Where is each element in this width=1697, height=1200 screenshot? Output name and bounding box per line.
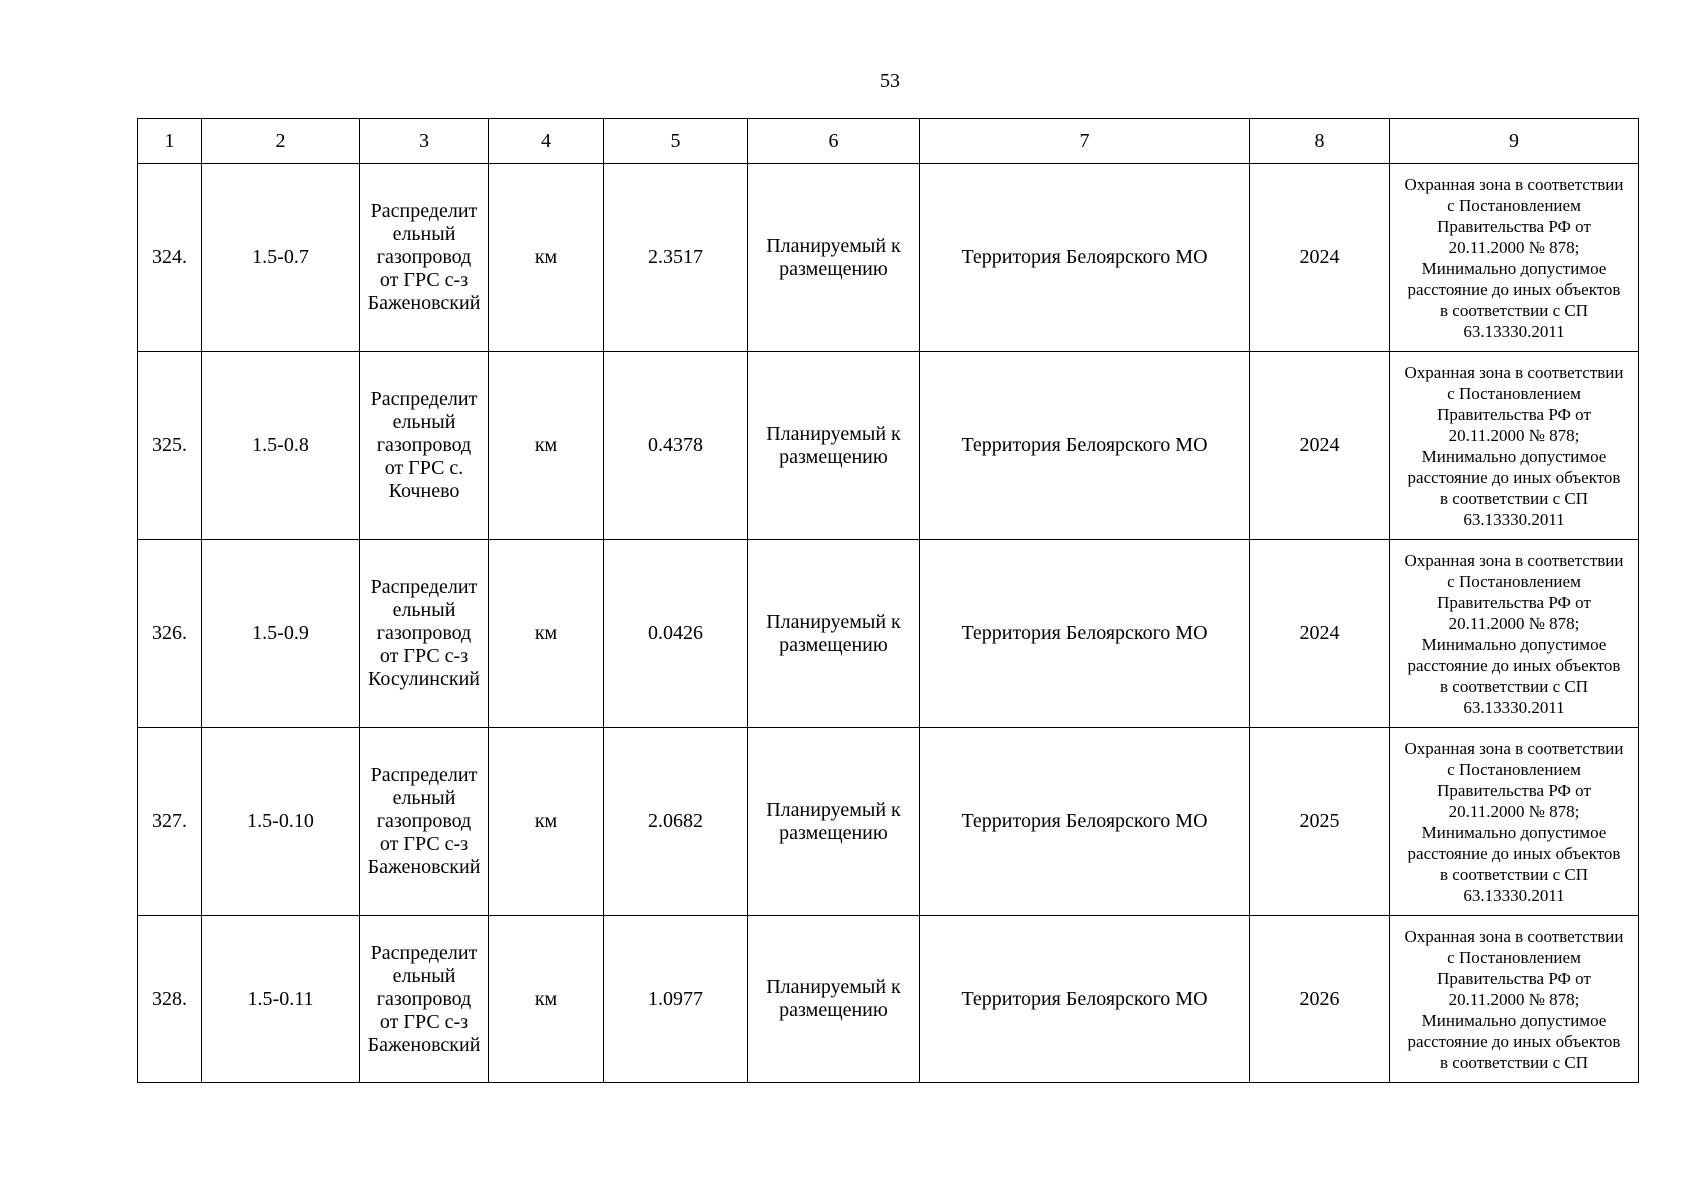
header-cell: 6 <box>748 119 920 164</box>
object-name: Распределит ельный газопровод от ГРС с-з Баженовский <box>367 764 481 878</box>
table-row <box>138 916 1639 1083</box>
zone-cell <box>1390 916 1639 1083</box>
zone-text: Охранная зона в соответствии с Постановлением Правительства РФ от 20.11.2000 № 878; Минимально допустимое расстояние до иных объектов в соответствии с СП 63.13330.2011 <box>1404 362 1624 529</box>
zone-cell <box>1390 164 1639 352</box>
header-cell: 8 <box>1250 119 1390 164</box>
table-row <box>138 728 1639 916</box>
territory: Территория Белоярского МО <box>920 916 1250 1083</box>
object-code: 1.5-0.7 <box>202 164 360 352</box>
objects-table <box>137 118 1639 1083</box>
status: Планируемый к размещению <box>748 916 920 1083</box>
object-name-cell <box>360 916 489 1083</box>
header-cell: 1 <box>138 119 202 164</box>
zone-text: Охранная зона в соответствии с Постановлением Правительства РФ от 20.11.2000 № 878; Минимально допустимое расстояние до иных объектов в соответствии с СП 63.13330.2011 <box>1404 738 1624 905</box>
object-code: 1.5-0.11 <box>202 916 360 1083</box>
object-name: Распределит ельный газопровод от ГРС с-з Баженовский <box>367 200 481 314</box>
row-number: 325. <box>138 352 202 540</box>
length: 1.0977 <box>604 916 748 1083</box>
header-row <box>138 119 1639 164</box>
object-name-cell <box>360 728 489 916</box>
unit: км <box>489 540 604 728</box>
page-number: 53 <box>880 70 900 92</box>
unit: км <box>489 728 604 916</box>
object-code: 1.5-0.8 <box>202 352 360 540</box>
object-name: Распределит ельный газопровод от ГРС с. Кочнево <box>370 388 478 502</box>
year: 2024 <box>1250 540 1390 728</box>
territory: Территория Белоярского МО <box>920 352 1250 540</box>
zone-text: Охранная зона в соответствии с Постановлением Правительства РФ от 20.11.2000 № 878; Минимально допустимое расстояние до иных объектов в соответствии с СП <box>1404 926 1624 1072</box>
row-number: 326. <box>138 540 202 728</box>
header-cell: 7 <box>920 119 1250 164</box>
length: 0.0426 <box>604 540 748 728</box>
header-cell: 4 <box>489 119 604 164</box>
unit: км <box>489 916 604 1083</box>
year: 2024 <box>1250 164 1390 352</box>
status: Планируемый к размещению <box>748 540 920 728</box>
object-code: 1.5-0.10 <box>202 728 360 916</box>
length: 2.3517 <box>604 164 748 352</box>
object-name-cell <box>360 352 489 540</box>
header-cell: 9 <box>1390 119 1639 164</box>
header-cell: 2 <box>202 119 360 164</box>
table-row <box>138 540 1639 728</box>
zone-cell <box>1390 352 1639 540</box>
header-cell: 5 <box>604 119 748 164</box>
row-number: 328. <box>138 916 202 1083</box>
year: 2024 <box>1250 352 1390 540</box>
zone-text: Охранная зона в соответствии с Постановлением Правительства РФ от 20.11.2000 № 878; Минимально допустимое расстояние до иных объектов в соответствии с СП 63.13330.2011 <box>1404 550 1624 717</box>
zone-cell <box>1390 540 1639 728</box>
object-code: 1.5-0.9 <box>202 540 360 728</box>
unit: км <box>489 352 604 540</box>
unit: км <box>489 164 604 352</box>
table-row <box>138 352 1639 540</box>
year: 2026 <box>1250 916 1390 1083</box>
status: Планируемый к размещению <box>748 352 920 540</box>
length: 0.4378 <box>604 352 748 540</box>
row-number: 327. <box>138 728 202 916</box>
row-number: 324. <box>138 164 202 352</box>
status: Планируемый к размещению <box>748 728 920 916</box>
object-name: Распределит ельный газопровод от ГРС с-з Косулинский <box>368 576 480 690</box>
year: 2025 <box>1250 728 1390 916</box>
object-name-cell <box>360 540 489 728</box>
status: Планируемый к размещению <box>748 164 920 352</box>
territory: Территория Белоярского МО <box>920 164 1250 352</box>
territory: Территория Белоярского МО <box>920 728 1250 916</box>
header-cell: 3 <box>360 119 489 164</box>
table-row <box>138 164 1639 352</box>
object-name: Распределит ельный газопровод от ГРС с-з Баженовский <box>367 941 481 1056</box>
zone-text: Охранная зона в соответствии с Постановлением Правительства РФ от 20.11.2000 № 878; Минимально допустимое расстояние до иных объектов в соответствии с СП 63.13330.2011 <box>1404 174 1624 341</box>
territory: Территория Белоярского МО <box>920 540 1250 728</box>
object-name-cell <box>360 164 489 352</box>
zone-cell <box>1390 728 1639 916</box>
length: 2.0682 <box>604 728 748 916</box>
